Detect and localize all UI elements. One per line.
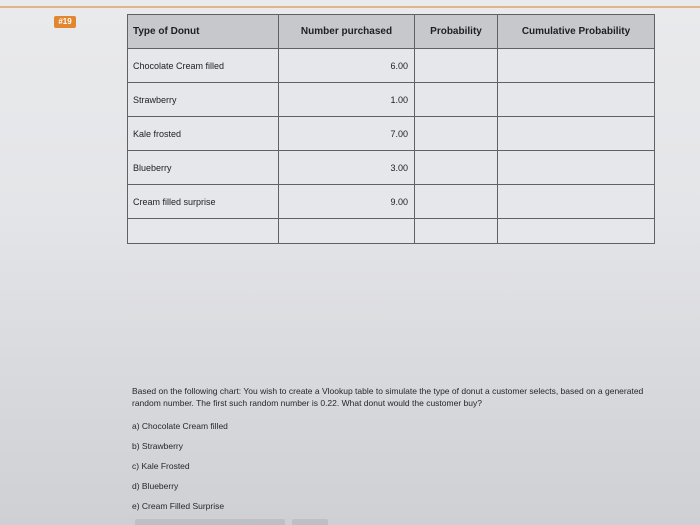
table-row [128,49,655,83]
secondary-button-partial[interactable] [292,519,328,525]
cell-type[interactable]: Blueberry [128,151,279,185]
cell-cumulative[interactable] [498,219,655,244]
answer-button-partial[interactable] [135,519,285,525]
table-header-row [128,15,655,49]
cell-probability[interactable] [415,49,498,83]
question-number-badge: #19 [54,16,76,28]
cell-probability[interactable] [415,219,498,244]
cell-number[interactable]: 6.00 [279,49,415,83]
table-row [128,219,655,244]
cell-probability[interactable] [415,83,498,117]
cell-cumulative[interactable] [498,185,655,219]
option-e[interactable]: e) Cream Filled Surprise [132,501,225,511]
header-cumulative-probability: Cumulative Probability [498,15,655,49]
cell-cumulative[interactable] [498,83,655,117]
header-number-purchased: Number purchased [279,15,415,49]
cell-type[interactable]: Strawberry [128,83,279,117]
cell-probability[interactable] [415,185,498,219]
cell-probability[interactable] [415,151,498,185]
cell-type[interactable]: Cream filled surprise [128,185,279,219]
table-row [128,117,655,151]
cell-cumulative[interactable] [498,151,655,185]
option-b[interactable]: b) Strawberry [132,441,184,451]
cell-probability[interactable] [415,117,498,151]
cell-number[interactable]: 9.00 [279,185,415,219]
header-probability: Probability [415,15,498,49]
question-text: Based on the following chart: You wish to create a Vlookup table to simulate the type of donut a customer selects, based on a generated random number. The first such random number is 0.22. What donut would the customer buy? [132,386,644,408]
header-type-of-donut: Type of Donut [128,15,279,49]
option-d[interactable]: d) Blueberry [132,481,179,491]
cell-cumulative[interactable] [498,117,655,151]
cell-number[interactable]: 7.00 [279,117,415,151]
cell-type[interactable]: Chocolate Cream filled [128,49,279,83]
top-accent-line [0,6,700,8]
table-row [128,185,655,219]
table-row [128,151,655,185]
cell-type[interactable]: Kale frosted [128,117,279,151]
option-a[interactable]: a) Chocolate Cream filled [132,421,228,431]
cell-type[interactable] [128,219,279,244]
table-row [128,83,655,117]
cell-number[interactable]: 1.00 [279,83,415,117]
cell-number[interactable] [279,219,415,244]
cell-cumulative[interactable] [498,49,655,83]
donut-table [127,14,655,244]
cell-number[interactable]: 3.00 [279,151,415,185]
option-c[interactable]: c) Kale Frosted [132,461,190,471]
